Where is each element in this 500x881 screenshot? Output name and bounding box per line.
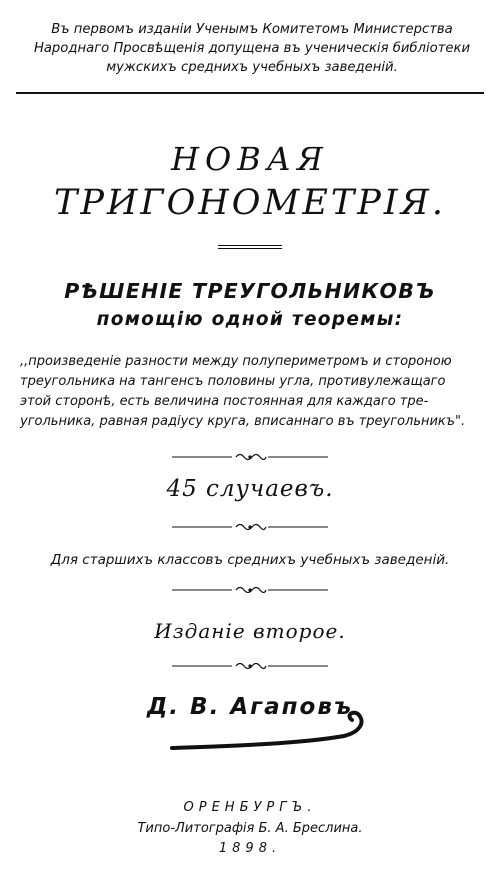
quote-line: этой сторонѣ, есть величина постоянная для каждаго тре- — [20, 394, 429, 409]
approval-note-line: мужскихъ среднихъ учебныхъ заведеній. — [106, 60, 398, 75]
edition-label: Изданіе второе. — [154, 619, 346, 643]
subtitle-heading: РѢШЕНІЕ ТРЕУГОЛЬНИКОВЪ — [64, 279, 436, 303]
top-divider — [16, 92, 484, 94]
quote-line: ,,произведеніе разности между полупериметромъ и стороною — [20, 354, 452, 369]
ornament-divider-icon — [170, 584, 330, 596]
quote-line: треугольника на тангенсъ половины угла, противулежащаго — [20, 374, 446, 389]
subtitle-subheading: помощію одной теоремы: — [96, 309, 404, 330]
imprint-year: 1898. — [218, 841, 282, 856]
title-line-2: ТРИГОНОМЕТРІЯ. — [54, 183, 446, 223]
author-name: Д. В. Агаповъ — [146, 694, 354, 720]
cases-count: 45 случаевъ. — [166, 476, 334, 502]
imprint-city: ОРЕНБУРГЪ. — [183, 800, 317, 815]
ornament-divider-icon — [170, 660, 330, 672]
approval-note-line: Въ первомъ изданiи Ученымъ Комитетомъ Министерства — [51, 22, 453, 37]
audience-note: Для старшихъ классовъ среднихъ учебныхъ заведеній. — [50, 552, 450, 568]
quote-line: угольника, равная радіусу круга, вписаннаго въ треугольникъ". — [20, 414, 466, 429]
theorem-quote — [20, 352, 484, 432]
double-rule-divider — [218, 245, 282, 250]
approval-note — [22, 20, 482, 77]
ornament-divider-icon — [170, 521, 330, 533]
author-swash-icon — [168, 706, 368, 756]
ornament-divider-icon — [170, 451, 330, 463]
imprint-printer: Типо-Литографія Б. А. Бреслина. — [137, 821, 363, 836]
title-line-1: НОВАЯ — [171, 140, 329, 178]
approval-note-line: Народнаго Просвѣщенія допущена въ ученическія библіотеки — [33, 41, 471, 56]
